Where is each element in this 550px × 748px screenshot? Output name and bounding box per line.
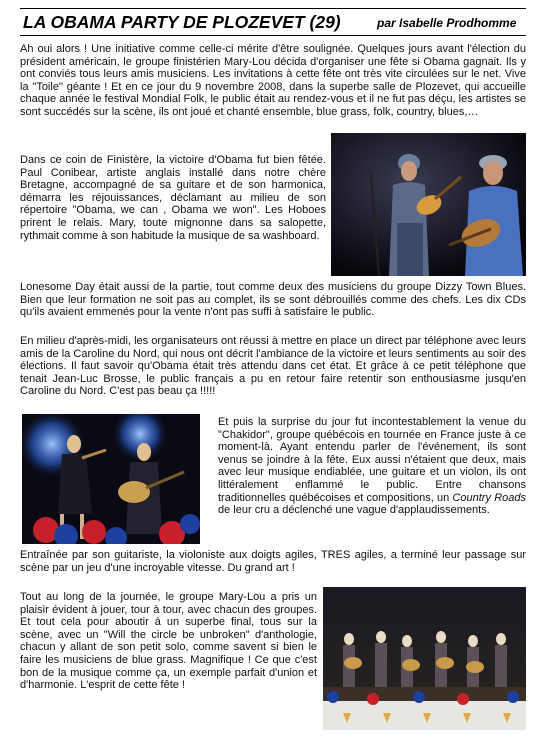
title-bar xyxy=(20,8,526,36)
photo-final-band xyxy=(323,587,526,730)
photo-hoboes-duo xyxy=(331,133,526,276)
song-title-country-roads: Country Roads xyxy=(452,491,526,504)
photo-chakidor-image xyxy=(22,414,200,544)
paragraph-chakidor-text-2: de leur cru a déclenché une vague d'applaudissements. xyxy=(218,504,490,517)
article-byline: par Isabelle Prodhomme xyxy=(377,16,517,30)
paragraph-chakidor-text-1: Et puis la surprise du jour fut incontestablement la venue du "Chakidor", groupe québécois en tournée en France juste à ce moment-là. Ayant entendu parler de l'événement, ils sont venus se joindre à la fête. Eux aussi n'étaient que deux, mais avec leur musique endiablée, une guitare et un violon, ils ont littéralement enflammé le public. Entre chansons traditionnelles québécoises et compositions, un xyxy=(218,416,526,504)
article-title: LA OBAMA PARTY DE PLOZEVET (29) xyxy=(23,12,341,32)
paragraph-finistere: Dans ce coin de Finistère, la victoire d'Obama fut bien fêtée. Paul Conibear, artiste anglais installé dans notre chère Bretagne, accompagné de sa guitare et de son harmonica, démarra les réjouissances, déclamant au milieu de son répertoire "Obama, we can , Obama we won". Les Hoboes prirent le relais. Mary, toute mignonne dans sa salopette, rythmait comme à son habitude la musique de sa washboard. xyxy=(20,154,326,242)
photo-final-band-image xyxy=(323,587,526,730)
paragraph-chakidor xyxy=(218,416,526,517)
paragraph-final: Tout au long de la journée, le groupe Mary-Lou a pris un plaisir évident à jouer, tour à tour, avec chacun des groupes. Et tout cela pour aboutir à un superbe final, tous sur la scène, avec un "Will the circle be unbroken" d'anthologie, chacun y allant de son petit solo, comme savent si bien le faire les musiciens de blue grass. Magnifique ! Ce que c'est bon de la musique comme ça, un exemple parfait d'union et d'harmonie. L'esprit de cette fête ! xyxy=(20,591,317,692)
paragraph-telephone: En milieu d'après-midi, les organisateurs ont réussi à mettre en place un direct par téléphone avec leurs amis de la Caroline du Nord, qui nous ont décrit l'ambiance de la victoire et leurs sentiments au soir des élections. Il faut savoir qu'Obama était très attendu dans cet état. Et grâce à ce petit téléphone que tenait Jean-Luc Brosse, le public français a pu en retour faire retentir son enthousiasme jusqu'en Caroline du Nord. C'est pas beau ça !!!!! xyxy=(20,335,526,398)
photo-chakidor xyxy=(22,414,200,544)
paragraph-intro: Ah oui alors ! Une initiative comme celle-ci mérite d'être soulignée. Quelques jours avant l'élection du président américain, le groupe finistérien Mary-Lou décida d'organiser une fête si Obama gagnait. Ils y ont conviés tous leurs amis musiciens. Les invitations à cette fête ont très vite circulées sur le net. Vive la "Toile" géante ! Et en ce jour du 9 novembre 2008, dans la superbe salle de Plozevet, qui accueille chaque année le festival Mondial Folk, le public était au rendez-vous et il ne fut pas déçu, les artistes se sont succédés sur la scène, ils ont joué et chanté ensemble, blue grass, folk, country, blues,… xyxy=(20,43,526,118)
paragraph-violoniste: Entraînée par son guitariste, la violoniste aux doigts agiles, TRES agiles, a terminé leur passage sur scène par un jeu d'une incroyable vitesse. Du grand art ! xyxy=(20,549,526,574)
paragraph-lonesome-day: Lonesome Day était aussi de la partie, tout comme deux des musiciens du groupe Dizzy Town Blues. Bien que leur formation ne soit pas au complet, ils se sont débrouillés comme des chefs. Les dix CDs qu'ils avaient emmenés pour la vente n'ont pas suffi à satisfaire le public. xyxy=(20,281,526,319)
photo-hoboes-duo-image xyxy=(331,133,526,276)
